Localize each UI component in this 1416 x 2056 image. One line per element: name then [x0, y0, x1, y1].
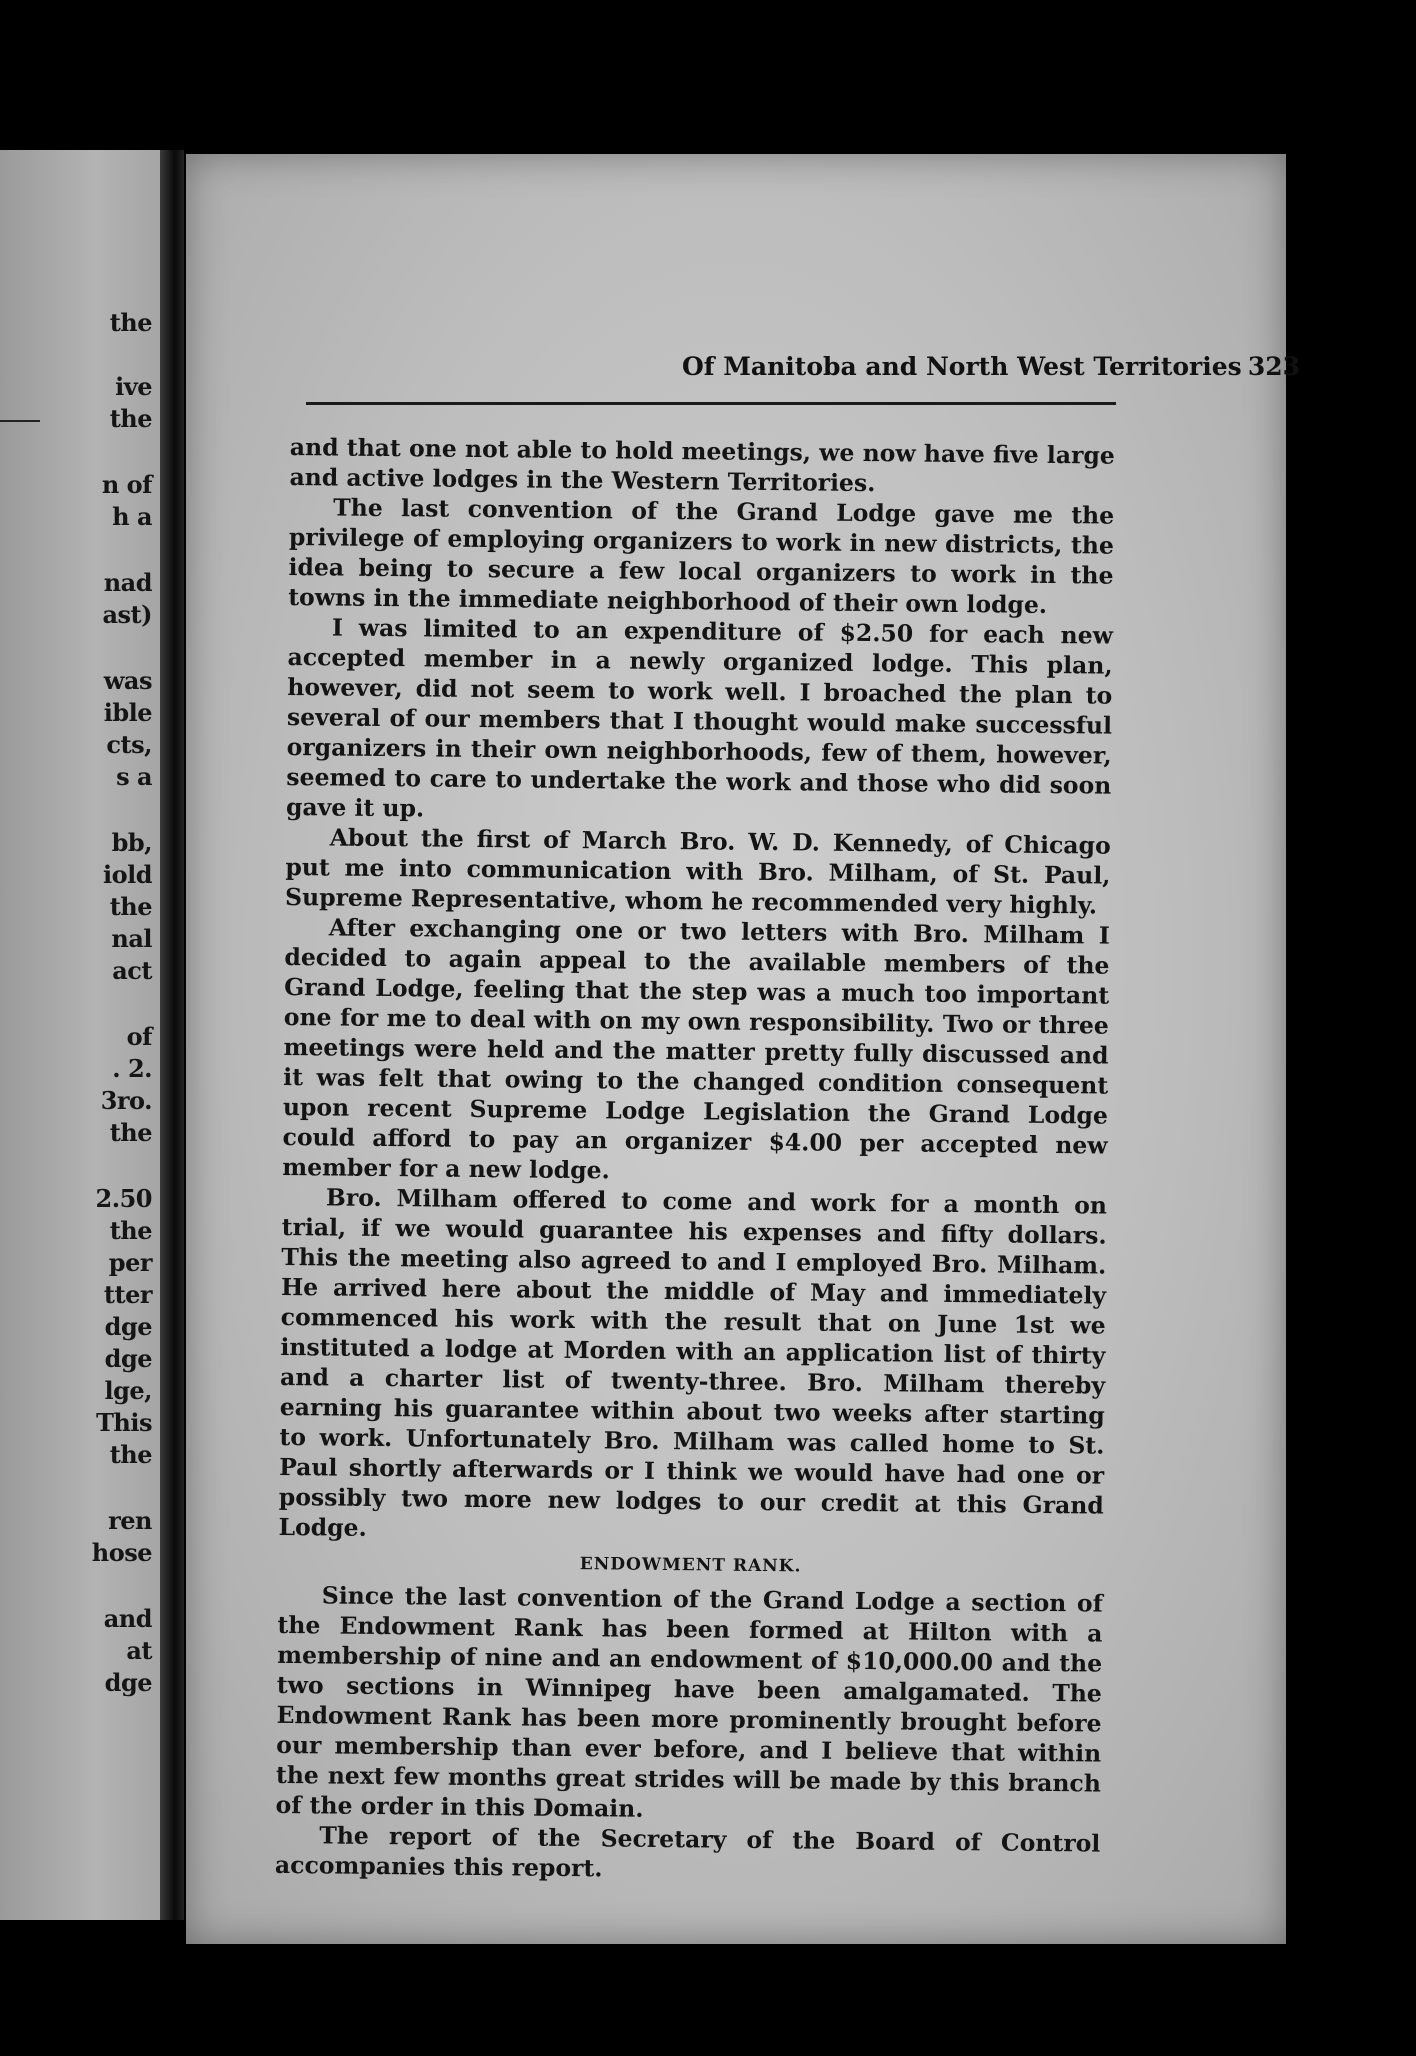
- facing-page-fragment: lge,: [104, 1376, 152, 1405]
- paragraph: After exchanging one or two letters with Bro. Milham I decided to again appeal to the available members of the Grand Lodge, feeling that the step was a much too important one for me to deal with on my own responsibility. Two or three meetings were held and the matter pretty fully discussed and it was felt that owing to the changed condition consequent upon recent Supreme Lodge Legislation the Grand Lodge could afford to pay an organizer $4.00 per accepted new member for a new lodge.: [282, 913, 1110, 1185]
- facing-page-fragment: nal: [111, 924, 152, 953]
- running-title: Of Manitoba and North West Territories: [682, 352, 1242, 381]
- paragraph: and that one not able to hold meetings, we now have five large and active lodges in the Western Territories.: [289, 432, 1115, 498]
- facing-page-fragment: the: [109, 404, 152, 433]
- facing-page-fragment: the: [109, 892, 152, 921]
- facing-page-fragment: 2.50: [95, 1184, 152, 1213]
- facing-page-fragment: dge: [104, 1668, 152, 1697]
- facing-page-fragment: ible: [103, 698, 152, 727]
- facing-page-fragment: the: [109, 1440, 152, 1469]
- facing-page-fragment: the: [109, 1118, 152, 1147]
- facing-page-fragment: and: [103, 1604, 152, 1633]
- facing-page-fragment: of: [126, 1022, 152, 1051]
- facing-page-fragment: act: [112, 956, 152, 985]
- facing-page-fragment: ive: [115, 372, 152, 401]
- section-heading: ENDOWMENT RANK.: [579, 1554, 802, 1577]
- paragraph: Since the last convention of the Grand Lodge a section of the Endowment Rank has been formed at Hilton with a membership of nine and an endowment of $10,000.00 and the two sections in Winnipeg have been amalgamated. The Endowment Rank has been more prominently brought before our membership than ever before, and I believe that within the next few months great strides will be made by this branch of the order in this Domain.: [275, 1581, 1103, 1823]
- facing-page-fragment: iold: [102, 860, 152, 889]
- facing-page-rule: [0, 420, 40, 422]
- book-gutter: [160, 150, 184, 1920]
- facing-page: [0, 150, 160, 1920]
- paragraph: About the first of March Bro. W. D. Kennedy, of Chicago put me into communication with Bro. Milham, of St. Paul, Supreme Representative, whom he recommended very highly.: [284, 823, 1111, 920]
- facing-page-fragment: s a: [116, 762, 152, 791]
- facing-page-fragment: hose: [91, 1538, 152, 1567]
- paragraph: Bro. Milham offered to come and work for a month on trial, if we would guarantee his expenses and fifty dollars. This the meeting also agreed to and I employed Bro. Milham. He arrived here about the middle of May and immediately commenced his work with the result that on June 1st we instituted a lodge at Morden with an application list of thirty and a charter list of twenty-three. Bro. Milham thereby earning his guarantee within about two weeks after starting to work. Unfortunately Bro. Milham was called home to St. Paul shortly afterwards or I think we would have had one or possibly two more new lodges to our credit at this Grand Lodge.: [278, 1183, 1108, 1542]
- book-page: [186, 154, 1300, 1944]
- facing-page-fragment: n of: [101, 470, 152, 499]
- facing-page-fragment: nad: [103, 568, 152, 597]
- running-head: [500, 352, 1300, 392]
- facing-page-fragment: bb,: [111, 828, 152, 857]
- facing-page-fragment: ast): [102, 600, 152, 629]
- facing-page-fragment: ren: [108, 1506, 152, 1535]
- facing-page-fragment: . 2.: [112, 1054, 152, 1083]
- facing-page-fragment: h a: [112, 502, 152, 531]
- paragraph: The report of the Secretary of the Board of Control accompanies this report.: [274, 1821, 1101, 1883]
- facing-page-fragment: dge: [104, 1312, 152, 1341]
- facing-page-fragment: the: [109, 1216, 152, 1245]
- facing-page-fragment: dge: [104, 1344, 152, 1373]
- facing-page-fragment: per: [108, 1248, 152, 1277]
- body-text: [275, 432, 1115, 1889]
- header-rule: [306, 402, 1116, 405]
- facing-page-fragment: tter: [103, 1280, 152, 1309]
- facing-page-fragment: the: [109, 308, 152, 337]
- facing-page-fragment: at: [126, 1636, 152, 1665]
- facing-page-fragment: 3ro.: [100, 1086, 152, 1115]
- paragraph: The last convention of the Grand Lodge gave me the privilege of employing organizers to work in new districts, the idea being to secure a few local organizers to work in the towns in the immediate neighborhood of their own lodge.: [288, 493, 1115, 619]
- facing-page-fragment: cts,: [106, 730, 152, 759]
- facing-page-fragment: This: [96, 1408, 152, 1437]
- page-number: 323: [1247, 352, 1300, 381]
- facing-page-fragment: was: [103, 666, 152, 695]
- paragraph: I was limited to an expenditure of $2.50 for each new accepted member in a newly organized lodge. This plan, however, did not seem to work well. I broached the plan to several of our members that I thought would make successful organizers in their own neighborhoods, few of them, however, seemed to care to undertake the work and those who did soon gave it up.: [285, 613, 1114, 823]
